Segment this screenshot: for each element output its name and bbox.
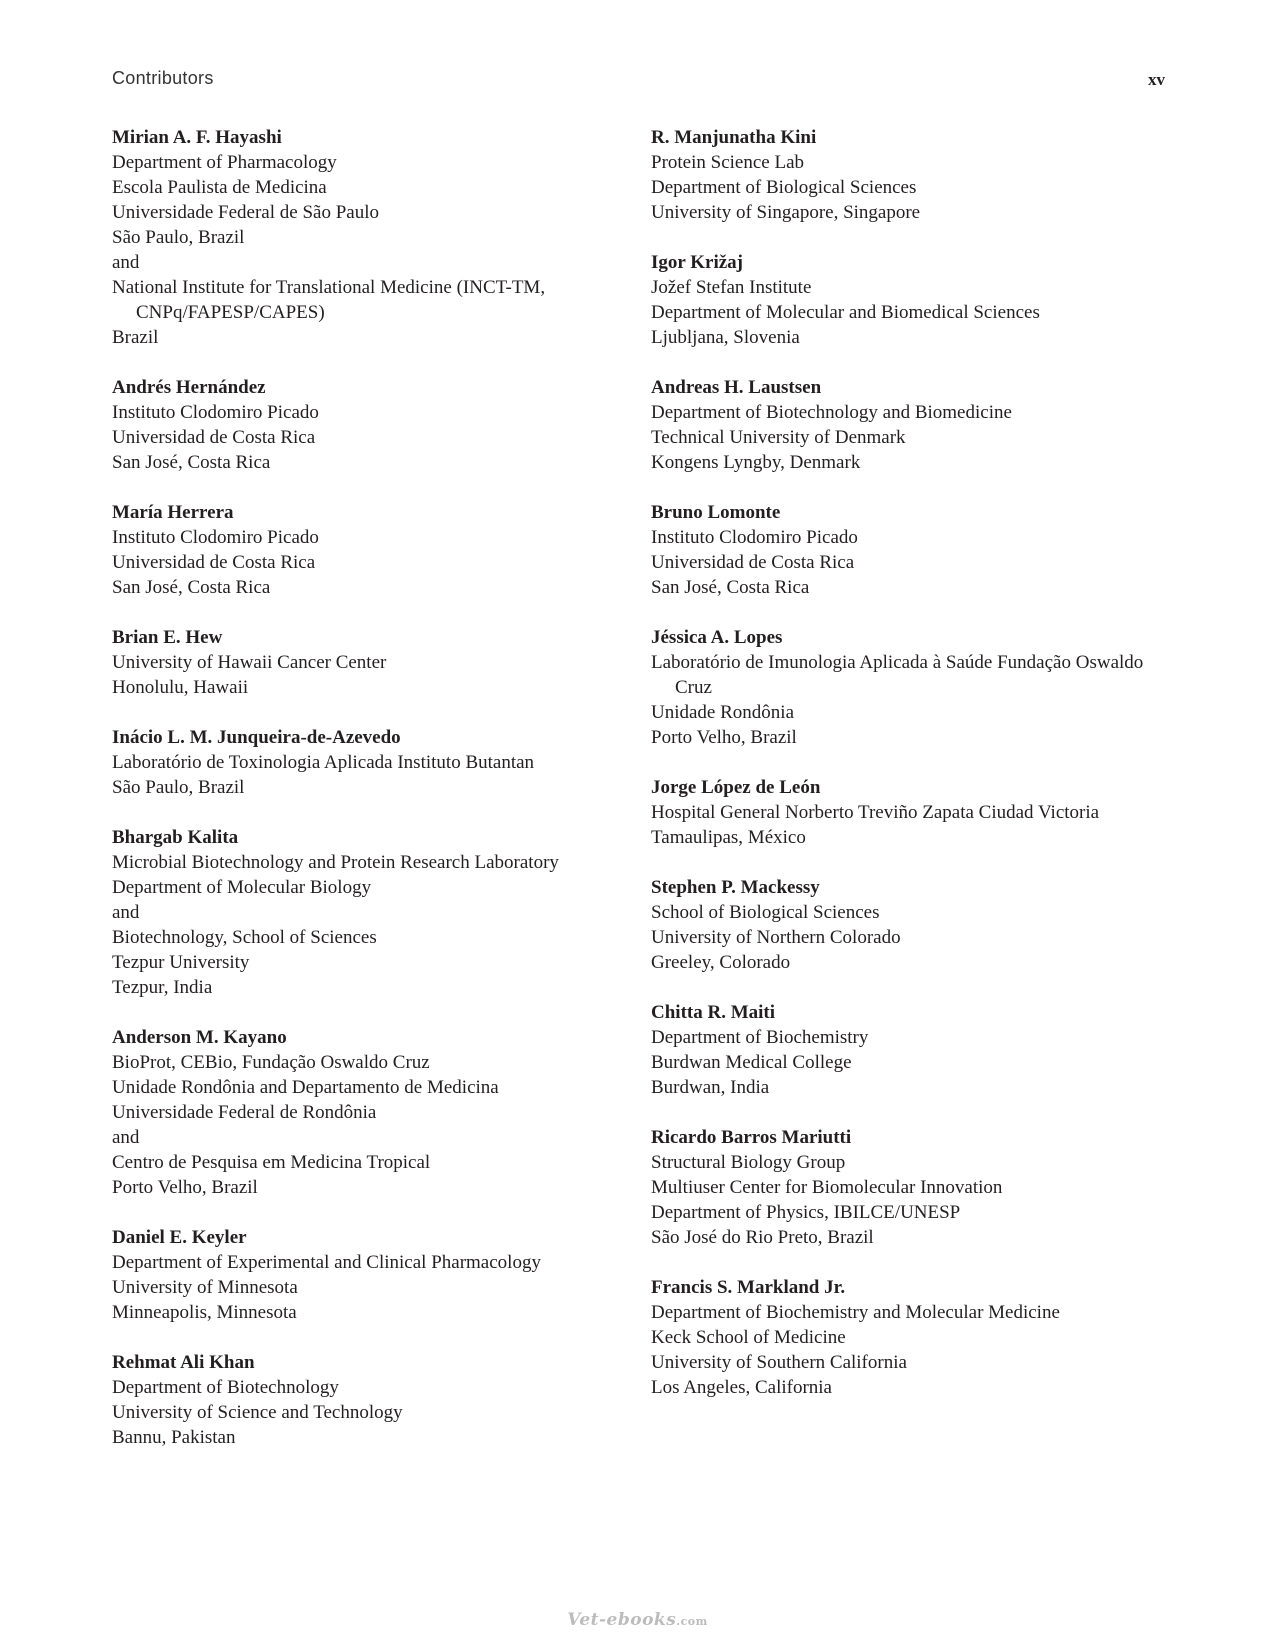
affiliation-line: Instituto Clodomiro Picado bbox=[112, 527, 319, 548]
affiliation-line: BioProt, CEBio, Fundação Oswaldo Cruz bbox=[112, 1052, 430, 1073]
contributor-entry bbox=[112, 825, 612, 1000]
affiliation-line: Jožef Stefan Institute bbox=[651, 277, 812, 298]
affiliation-line: Department of Molecular and Biomedical Sciences bbox=[651, 302, 1040, 323]
affiliation-line: University of Northern Colorado bbox=[651, 927, 901, 948]
affiliation-line: University of Science and Technology bbox=[112, 1402, 403, 1423]
affiliation-line: San José, Costa Rica bbox=[651, 577, 810, 598]
contributor-name: Ricardo Barros Mariutti bbox=[651, 1127, 852, 1148]
affiliation-line: University of Southern California bbox=[651, 1352, 907, 1373]
affiliation-line: Department of Molecular Biology bbox=[112, 877, 372, 898]
contributor-entry bbox=[112, 625, 612, 700]
affiliation-line: Laboratório de Imunologia Aplicada à Saúde Fundação Oswaldo Cruz bbox=[651, 652, 1144, 698]
affiliation-line: Department of Biochemistry and Molecular Medicine bbox=[651, 1302, 1060, 1323]
affiliation-line: University of Minnesota bbox=[112, 1277, 298, 1298]
affiliation-line: Tezpur, India bbox=[112, 977, 213, 998]
watermark-logo bbox=[0, 1610, 1275, 1630]
affiliation-line: and bbox=[112, 252, 140, 273]
contributor-entry bbox=[112, 125, 612, 350]
affiliation-line: Universidad de Costa Rica bbox=[112, 552, 316, 573]
affiliation-line: Multiuser Center for Biomolecular Innovation bbox=[651, 1177, 1003, 1198]
affiliation-line: Brazil bbox=[112, 327, 159, 348]
affiliation-line: Greeley, Colorado bbox=[651, 952, 791, 973]
contributor-entry bbox=[651, 125, 1171, 225]
affiliation-line: University of Hawaii Cancer Center bbox=[112, 652, 387, 673]
affiliation-line: and bbox=[112, 902, 140, 923]
affiliation-line: São Paulo, Brazil bbox=[112, 227, 245, 248]
affiliation-line: Keck School of Medicine bbox=[651, 1327, 846, 1348]
affiliation-line: Universidade Federal de Rondônia bbox=[112, 1102, 377, 1123]
contributors-right-column bbox=[651, 125, 1171, 1425]
contributor-entry bbox=[651, 375, 1171, 475]
contributor-entry bbox=[651, 775, 1171, 850]
running-head: Contributors bbox=[112, 68, 214, 88]
contributor-name: María Herrera bbox=[112, 502, 234, 523]
affiliation-line: Technical University of Denmark bbox=[651, 427, 906, 448]
contributor-entry bbox=[651, 250, 1171, 350]
contributor-entry bbox=[112, 1225, 612, 1325]
contributor-entry bbox=[651, 1125, 1171, 1250]
contributor-name: Igor Križaj bbox=[651, 252, 743, 273]
contributor-name: Bhargab Kalita bbox=[112, 827, 239, 848]
affiliation-line: Los Angeles, California bbox=[651, 1377, 832, 1398]
contributor-name: Francis S. Markland Jr. bbox=[651, 1277, 846, 1298]
affiliation-line: Unidade Rondônia and Departamento de Medicina bbox=[112, 1077, 499, 1098]
affiliation-line: Centro de Pesquisa em Medicina Tropical bbox=[112, 1152, 431, 1173]
affiliation-line: National Institute for Translational Medicine (INCT-TM, CNPq/FAPESP/CAPES) bbox=[112, 277, 546, 323]
affiliation-line: Escola Paulista de Medicina bbox=[112, 177, 327, 198]
affiliation-line: Bannu, Pakistan bbox=[112, 1427, 236, 1448]
contributor-entry bbox=[651, 1275, 1171, 1400]
affiliation-line: Universidade Federal de São Paulo bbox=[112, 202, 379, 223]
affiliation-line: Department of Experimental and Clinical Pharmacology bbox=[112, 1252, 541, 1273]
affiliation-line: Universidad de Costa Rica bbox=[112, 427, 316, 448]
contributor-entry bbox=[651, 1000, 1171, 1100]
contributor-name: Inácio L. M. Junqueira-de-Azevedo bbox=[112, 727, 401, 748]
contributor-name: Daniel E. Keyler bbox=[112, 1227, 247, 1248]
affiliation-line: Department of Biochemistry bbox=[651, 1027, 869, 1048]
contributor-name: Rehmat Ali Khan bbox=[112, 1352, 255, 1373]
affiliation-line: Minneapolis, Minnesota bbox=[112, 1302, 297, 1323]
contributor-name: Jorge López de León bbox=[651, 777, 821, 798]
affiliation-line: Instituto Clodomiro Picado bbox=[651, 527, 858, 548]
contributor-entry bbox=[112, 1025, 612, 1200]
affiliation-line: Department of Biotechnology bbox=[112, 1377, 339, 1398]
contributor-name: Stephen P. Mackessy bbox=[651, 877, 820, 898]
watermark-logo-text: Vet-ebooks bbox=[567, 1610, 677, 1630]
contributors-left-column bbox=[112, 125, 612, 1475]
contributor-entry bbox=[651, 625, 1171, 750]
affiliation-line: Honolulu, Hawaii bbox=[112, 677, 249, 698]
contributor-entry bbox=[112, 375, 612, 475]
contributor-name: Anderson M. Kayano bbox=[112, 1027, 287, 1048]
contributor-entry bbox=[112, 1350, 612, 1450]
affiliation-line: Burdwan, India bbox=[651, 1077, 770, 1098]
affiliation-line: Unidade Rondônia bbox=[651, 702, 795, 723]
contributor-name: R. Manjunatha Kini bbox=[651, 127, 817, 148]
affiliation-line: Biotechnology, School of Sciences bbox=[112, 927, 377, 948]
affiliation-line: Kongens Lyngby, Denmark bbox=[651, 452, 861, 473]
affiliation-line: Ljubljana, Slovenia bbox=[651, 327, 800, 348]
affiliation-line: Department of Biological Sciences bbox=[651, 177, 917, 198]
affiliation-line: Microbial Biotechnology and Protein Research Laboratory bbox=[112, 852, 559, 873]
contributor-entry bbox=[112, 725, 612, 800]
affiliation-line: Hospital General Norberto Treviño Zapata Ciudad Victoria bbox=[651, 802, 1100, 823]
page-number: xv bbox=[1148, 70, 1165, 89]
contributor-name: Andrés Hernández bbox=[112, 377, 266, 398]
contributor-name: Andreas H. Laustsen bbox=[651, 377, 822, 398]
affiliation-line: School of Biological Sciences bbox=[651, 902, 880, 923]
affiliation-line: San José, Costa Rica bbox=[112, 577, 271, 598]
affiliation-line: and bbox=[112, 1127, 140, 1148]
contributor-name: Mirian A. F. Hayashi bbox=[112, 127, 282, 148]
contributor-entry bbox=[651, 875, 1171, 975]
watermark-logo-suffix: .com bbox=[676, 1615, 708, 1628]
affiliation-line: Department of Physics, IBILCE/UNESP bbox=[651, 1202, 961, 1223]
contributor-name: Jéssica A. Lopes bbox=[651, 627, 783, 648]
affiliation-line: Burdwan Medical College bbox=[651, 1052, 852, 1073]
affiliation-line: University of Singapore, Singapore bbox=[651, 202, 921, 223]
affiliation-line: San José, Costa Rica bbox=[112, 452, 271, 473]
affiliation-line: Instituto Clodomiro Picado bbox=[112, 402, 319, 423]
contributor-entry bbox=[112, 500, 612, 600]
affiliation-line: Tezpur University bbox=[112, 952, 250, 973]
affiliation-line: Structural Biology Group bbox=[651, 1152, 846, 1173]
contributor-name: Brian E. Hew bbox=[112, 627, 223, 648]
affiliation-line: Department of Pharmacology bbox=[112, 152, 337, 173]
affiliation-line: Department of Biotechnology and Biomedicine bbox=[651, 402, 1012, 423]
contributor-entry bbox=[651, 500, 1171, 600]
contributor-name: Bruno Lomonte bbox=[651, 502, 781, 523]
affiliation-line: São José do Rio Preto, Brazil bbox=[651, 1227, 874, 1248]
affiliation-line: São Paulo, Brazil bbox=[112, 777, 245, 798]
affiliation-line: Universidad de Costa Rica bbox=[651, 552, 855, 573]
affiliation-line: Laboratório de Toxinologia Aplicada Instituto Butantan bbox=[112, 752, 535, 773]
affiliation-line: Porto Velho, Brazil bbox=[112, 1177, 258, 1198]
affiliation-line: Porto Velho, Brazil bbox=[651, 727, 797, 748]
affiliation-line: Tamaulipas, México bbox=[651, 827, 806, 848]
contributor-name: Chitta R. Maiti bbox=[651, 1002, 776, 1023]
affiliation-line: Protein Science Lab bbox=[651, 152, 805, 173]
